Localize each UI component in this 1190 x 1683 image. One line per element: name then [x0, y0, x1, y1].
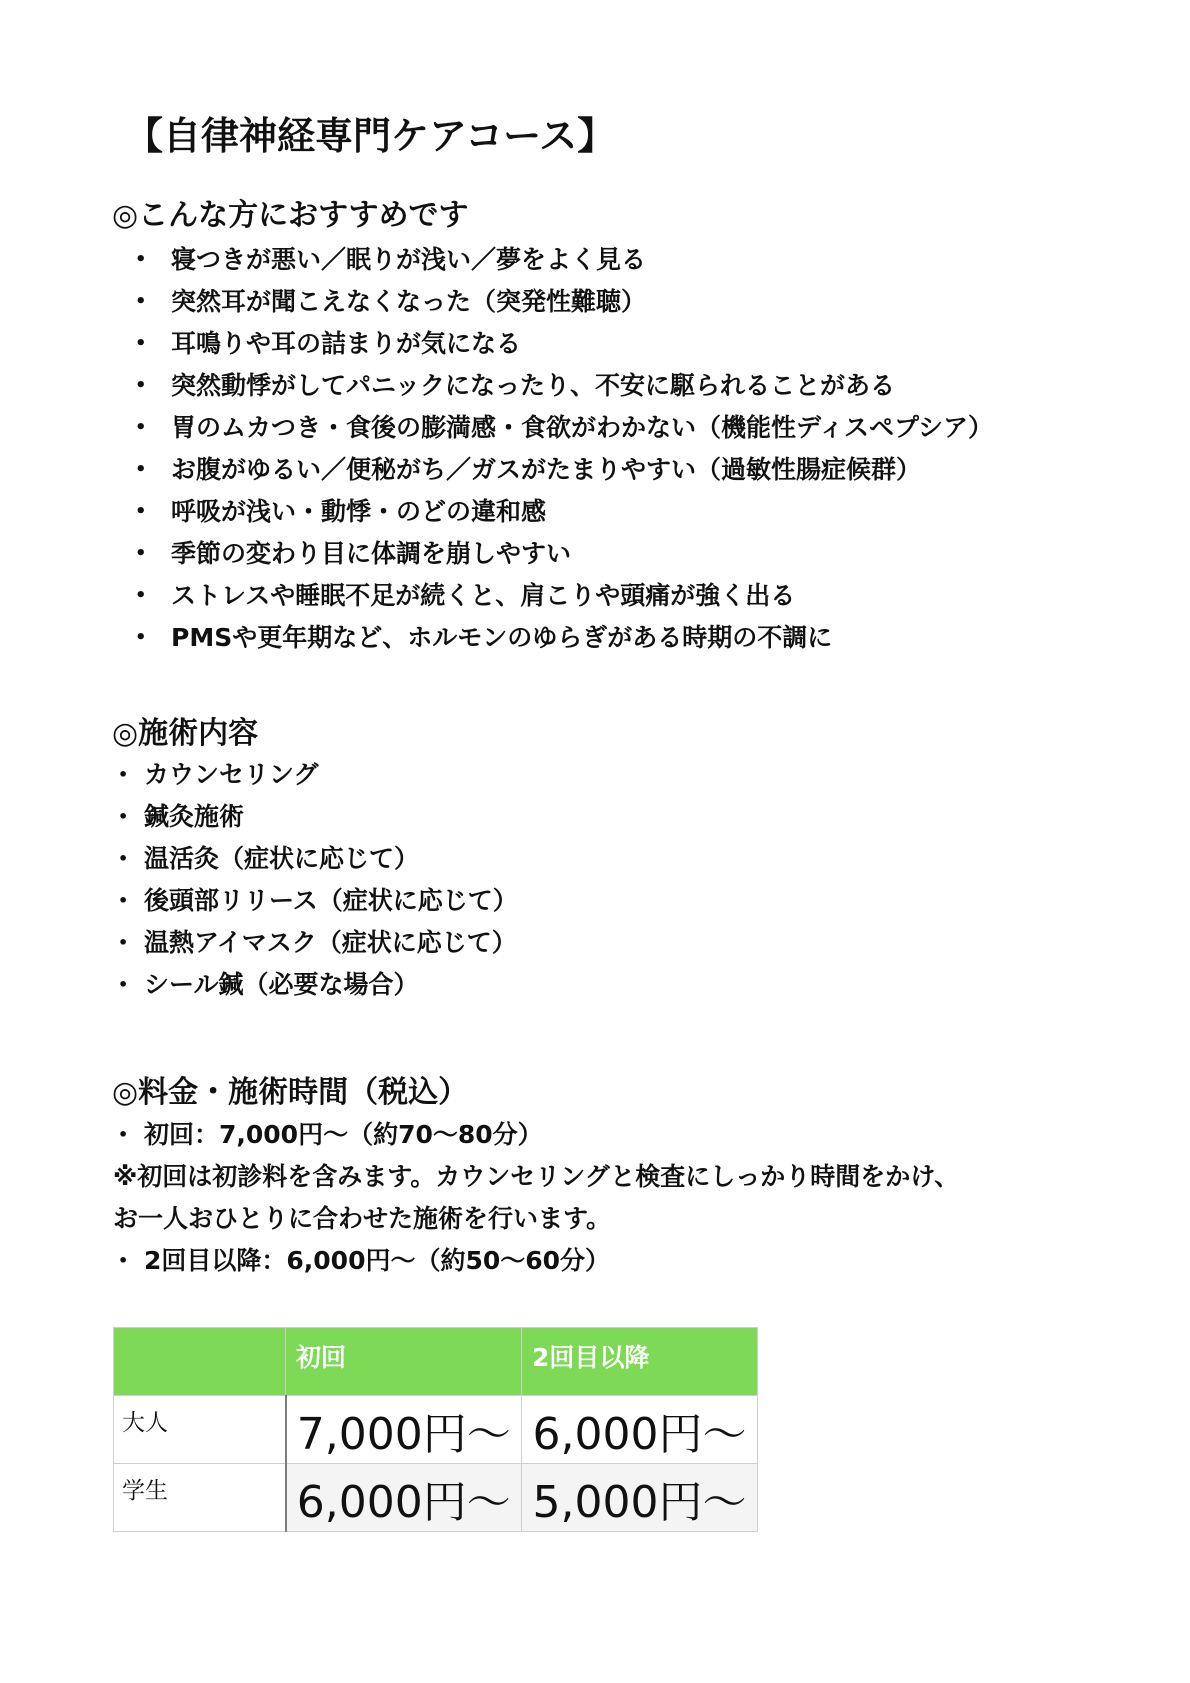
repeat-visit-price: 2回目以降：6,000円〜（約50〜60分）	[144, 1246, 611, 1275]
price-student-first: 6,000円〜	[286, 1464, 522, 1532]
list-item: • 後頭部リリース（症状に応じて）	[112, 880, 518, 922]
treatment-list	[112, 754, 518, 1006]
list-item: • 温活灸（症状に応じて）	[112, 838, 518, 880]
pricing-heading: ◎料金・施術時間（税込）	[112, 1075, 469, 1110]
table-row	[114, 1396, 758, 1464]
row-label-adult: 大人	[114, 1396, 286, 1464]
list-item: • 呼吸が浅い・動悸・のどの違和感	[135, 491, 993, 533]
price-table	[113, 1327, 758, 1532]
list-item: • 寝つきが悪い／眠りが浅い／夢をよく見る	[135, 239, 993, 281]
price-student-repeat: 5,000円〜	[522, 1464, 758, 1532]
list-item: • ストレスや睡眠不足が続くと、肩こりや頭痛が強く出る	[135, 575, 993, 617]
first-visit-note: ※初回は初診料を含みます。カウンセリングと検査にしっかり時間をかけ、	[113, 1162, 960, 1191]
list-item: • カウンセリング	[112, 754, 518, 796]
list-item: • 鍼灸施術	[112, 796, 518, 838]
header-cell-blank	[114, 1328, 286, 1396]
list-item: • お腹がゆるい／便秘がち／ガスがたまりやすい（過敏性腸症候群）	[135, 449, 993, 491]
list-item: • シール鍼（必要な場合）	[112, 964, 518, 1006]
list-item: • 温熱アイマスク（症状に応じて）	[112, 922, 518, 964]
recommend-heading: ◎こんな方におすすめです	[112, 198, 469, 233]
list-item: • 突然耳が聞こえなくなった（突発性難聴）	[135, 281, 993, 323]
list-item: • 胃のムカつき・食後の膨満感・食欲がわかない（機能性ディスペプシア）	[135, 407, 993, 449]
price-adult-repeat: 6,000円〜	[522, 1396, 758, 1464]
page-title: 【自律神経専門ケアコース】	[125, 114, 616, 158]
first-visit-note-cont: お一人おひとりに合わせた施術を行います。	[113, 1204, 612, 1233]
list-item: • 季節の変わり目に体調を崩しやすい	[135, 533, 993, 575]
price-adult-first: 7,000円〜	[286, 1396, 522, 1464]
list-item: • PMSや更年期など、ホルモンのゆらぎがある時期の不調に	[135, 617, 993, 659]
row-label-student: 学生	[114, 1464, 286, 1532]
recommend-list	[135, 239, 993, 659]
bullet: •	[118, 1251, 129, 1270]
list-item: • 突然動悸がしてパニックになったり、不安に駆られることがある	[135, 365, 993, 407]
list-item: • 耳鳴りや耳の詰まりが気になる	[135, 323, 993, 365]
bullet: •	[118, 1125, 129, 1144]
first-visit-price: 初回：7,000円〜（約70〜80分）	[144, 1120, 543, 1149]
table-row	[114, 1464, 758, 1532]
treatment-heading: ◎施術内容	[112, 716, 259, 751]
table-header-row	[114, 1328, 758, 1396]
header-cell-repeat: 2回目以降	[522, 1328, 758, 1396]
header-cell-first: 初回	[286, 1328, 522, 1396]
